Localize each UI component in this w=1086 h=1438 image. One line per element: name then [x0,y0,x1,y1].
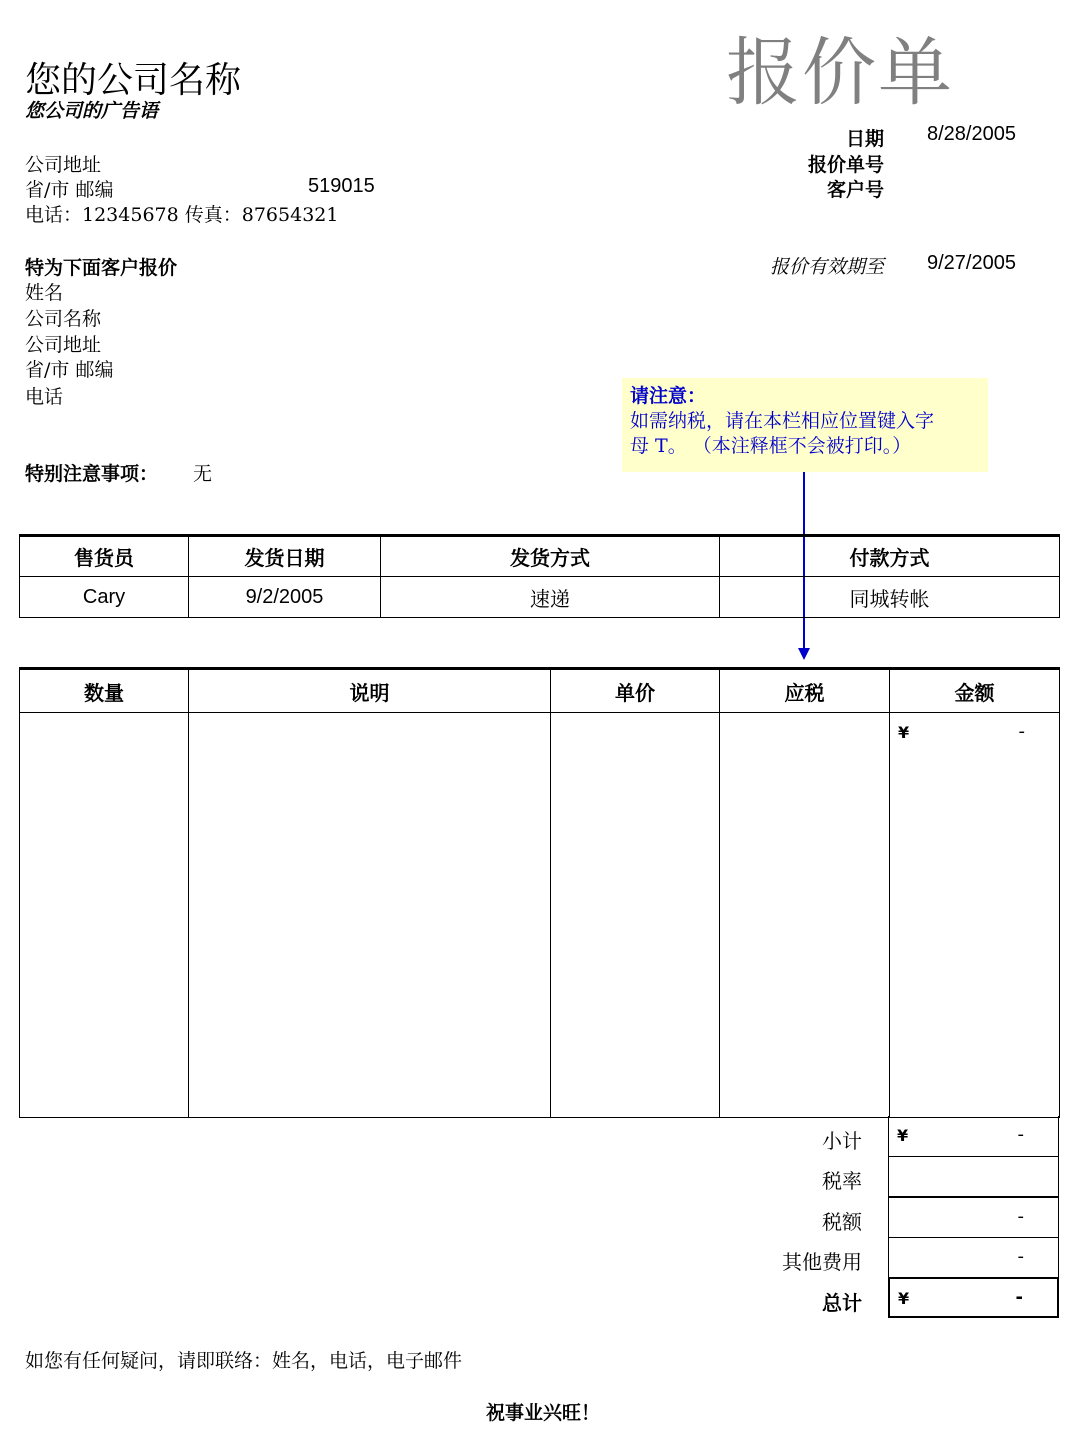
item-unit-price-cell[interactable] [551,713,720,754]
table-row [20,577,1060,618]
item-description-cell[interactable] [189,915,551,956]
company-name: 您的公司名称 [25,60,242,101]
contact-line: 如您有任何疑问，请即联络：姓名，电话，电子邮件 [25,1350,463,1372]
company-zip-value: 519015 [308,175,375,197]
shipping-method[interactable]: 速递 [381,577,720,618]
tax-amount-label: 税额 [822,1210,862,1234]
item-unit-price-cell[interactable] [551,875,720,916]
shipping-header-ship-date: 发货日期 [189,536,381,577]
item-taxable-cell[interactable] [720,956,890,997]
item-taxable-cell[interactable] [720,1077,890,1118]
comment-note-line-1: 如需纳税，请在本栏相应位置键入字 [630,410,935,432]
item-description-cell[interactable] [189,1077,551,1118]
comment-note-line-2: 母 T。 （本注释框不会被打印。） [630,435,912,457]
item-amount-cell [890,996,1060,1037]
customer-heading: 特为下面客户报价 [25,257,178,279]
other-charges-box[interactable] [888,1237,1059,1278]
shipping-header-salesperson: 售货员 [20,536,189,577]
item-description-cell[interactable] [189,956,551,997]
table-row [20,753,1060,794]
valid-until-value: 9/27/2005 [927,252,1016,274]
company-address: 公司地址 [25,154,102,176]
total-label: 总计 [822,1291,862,1315]
items-header-amount: 金额 [890,669,1060,713]
item-amount-cell [890,753,1060,794]
shipping-header-ship-method: 发货方式 [381,536,720,577]
table-row [20,834,1060,875]
customer-address: 公司地址 [25,334,102,356]
item-amount-cell [890,875,1060,916]
shipping-table [19,534,1060,618]
item-unit-price-cell[interactable] [551,1077,720,1118]
customer-company: 公司名称 [25,308,102,330]
customer-province-zip: 省/市 邮编 [25,359,114,381]
item-quantity-cell[interactable] [20,956,189,997]
item-taxable-cell[interactable] [720,915,890,956]
total-value: - [1015,1287,1023,1308]
item-description-cell[interactable] [189,794,551,835]
table-row [20,794,1060,835]
other-charges-label: 其他费用 [782,1250,862,1274]
item-quantity-cell[interactable] [20,713,189,754]
item-description-cell[interactable] [189,713,551,754]
item-description-cell[interactable] [189,753,551,794]
payment-method[interactable]: 同城转帐 [720,577,1060,618]
comment-note-title: 请注意： [630,385,707,407]
table-row [20,996,1060,1037]
item-description-cell[interactable] [189,875,551,916]
item-unit-price-cell[interactable] [551,794,720,835]
shipping-salesperson[interactable]: Cary [20,577,189,618]
item-quantity-cell[interactable] [20,915,189,956]
item-quantity-cell[interactable] [20,996,189,1037]
item-unit-price-cell[interactable] [551,996,720,1037]
currency-symbol: ¥ [898,1289,910,1308]
comment-note-box [622,378,988,472]
item-taxable-cell[interactable] [720,1037,890,1078]
document-title: 报价单 [726,31,954,114]
item-unit-price-cell[interactable] [551,956,720,997]
item-quantity-cell[interactable] [20,794,189,835]
item-quantity-cell[interactable] [20,753,189,794]
item-unit-price-cell[interactable] [551,915,720,956]
items-header-unit-price: 单价 [551,669,720,713]
tax-amount-value: - [1017,1206,1024,1227]
items-table [19,667,1060,1118]
item-quantity-cell[interactable] [20,834,189,875]
company-slogan: 您公司的广告语 [25,100,159,122]
item-amount-cell [890,1077,1060,1118]
company-phone-fax: 电话：12345678 传真：87654321 [25,204,339,226]
subtotal-value: - [1017,1124,1024,1145]
item-quantity-cell[interactable] [20,1037,189,1078]
item-taxable-cell[interactable] [720,753,890,794]
item-taxable-cell[interactable] [720,875,890,916]
item-description-cell[interactable] [189,996,551,1037]
table-row [20,875,1060,916]
item-description-cell[interactable] [189,834,551,875]
currency-symbol: ¥ [897,1126,909,1145]
shipping-header-payment-method: 付款方式 [720,536,1060,577]
comment-arrow-icon [798,648,810,660]
customer-name: 姓名 [25,282,64,304]
other-charges-value: - [1017,1246,1024,1267]
table-row [20,1077,1060,1118]
item-amount-cell [890,794,1060,835]
item-quantity-cell[interactable] [20,1077,189,1118]
date-label: 日期 [845,128,884,150]
item-amount-cell [890,713,1060,754]
table-row [20,713,1060,754]
tax-rate-label: 税率 [822,1169,862,1193]
tax-amount-box [888,1197,1059,1238]
item-unit-price-cell[interactable] [551,753,720,794]
quote-number-label: 报价单号 [807,154,884,176]
items-header-taxable: 应税 [720,669,890,713]
tax-rate-box[interactable] [888,1156,1059,1197]
shipping-date[interactable]: 9/2/2005 [189,577,381,618]
items-header-description: 说明 [189,669,551,713]
item-description-cell[interactable] [189,1037,551,1078]
item-amount-cell [890,915,1060,956]
customer-number-label: 客户号 [826,179,884,201]
item-unit-price-cell[interactable] [551,1037,720,1078]
currency-symbol: ¥ [898,723,910,742]
closing-line: 祝事业兴旺！ [485,1402,600,1424]
subtotal-box [888,1116,1059,1157]
item-amount-cell [890,1037,1060,1078]
item-taxable-cell[interactable] [720,996,890,1037]
company-province-zip: 省/市 邮编 [25,179,114,201]
item-taxable-cell[interactable] [720,794,890,835]
table-row [20,915,1060,956]
table-row [20,1037,1060,1078]
customer-phone: 电话 [25,386,64,408]
item-amount-value: - [1018,721,1025,742]
item-unit-price-cell[interactable] [551,834,720,875]
special-notes-value: 无 [193,463,213,485]
subtotal-label: 小计 [822,1129,862,1153]
item-taxable-cell[interactable] [720,834,890,875]
table-row [20,956,1060,997]
item-amount-cell [890,834,1060,875]
item-taxable-cell[interactable] [720,713,890,754]
total-box [888,1277,1059,1318]
item-quantity-cell[interactable] [20,875,189,916]
valid-until-label: 报价有效期至 [769,256,884,278]
items-header-quantity: 数量 [20,669,189,713]
date-value: 8/28/2005 [927,123,1016,145]
item-amount-cell [890,956,1060,997]
special-notes-label: 特别注意事项： [25,463,159,485]
